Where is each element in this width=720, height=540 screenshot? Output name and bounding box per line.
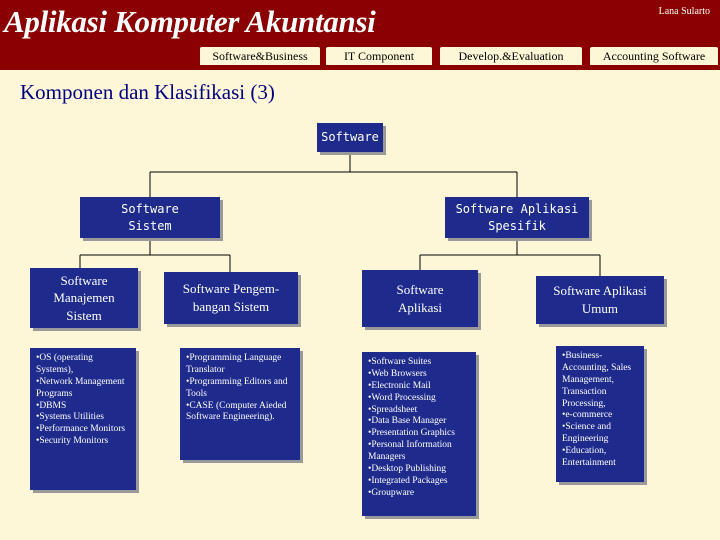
- node-software-aplikasi-umum: [536, 276, 664, 324]
- node-software-aplikasi: [362, 270, 478, 327]
- node-software-sistem-label: Software Sistem: [121, 202, 179, 233]
- list-item: •OS (operating Systems),: [36, 353, 93, 375]
- list-item: •Business-Accounting, Sales Management, Transaction Processing,: [562, 351, 632, 409]
- list-item: •Spreadsheet: [368, 404, 418, 415]
- slide-title: Komponen dan Klasifikasi (3): [20, 80, 275, 104]
- list-item: •Desktop Publishing: [368, 463, 447, 474]
- node-software-aplikasi-umum-label: Software Aplikasi Umum: [553, 283, 647, 316]
- list-item: •e-commerce: [562, 410, 613, 421]
- list-item: •Groupware: [368, 487, 415, 498]
- node-software-pengembangan-sistem: [164, 272, 298, 324]
- node-software-sistem: [80, 197, 220, 238]
- list-item: •CASE (Computer Aieded Software Engineering).: [186, 400, 287, 423]
- node-software-aplikasi-spesifik-label: Software Aplikasi Spesifik: [455, 202, 579, 233]
- list-item: •Network Management Programs: [36, 376, 125, 399]
- list-item: •Programming Language Translator: [186, 353, 282, 375]
- list-item: •Web Browsers: [368, 368, 427, 379]
- tab-software-business[interactable]: Software&Business: [200, 47, 320, 65]
- list-item: •Personal Information Managers: [368, 440, 452, 462]
- list-item: •Programming Editors and Tools: [186, 376, 288, 399]
- list-app-general: [556, 346, 644, 482]
- list-item: •Education, Entertainment: [562, 446, 616, 468]
- list-item: •Electronic Mail: [368, 380, 431, 391]
- list-item: •DBMS: [36, 400, 67, 411]
- node-software-manajemen-sistem: [30, 268, 138, 328]
- list-item: •Performance Monitors: [36, 424, 126, 435]
- node-software-pengembangan-sistem-label: Software Pengem- bangan Sistem: [182, 281, 280, 314]
- list-item: •Security Monitors: [36, 436, 109, 447]
- list-app-apps: [362, 352, 476, 516]
- list-item: •Integrated Packages: [368, 475, 448, 486]
- list-sys-mgmt: [30, 348, 136, 490]
- list-item: •Systems Utilities: [36, 412, 104, 423]
- list-item: •Presentation Graphics: [368, 428, 455, 439]
- list-item: •Software Suites: [368, 357, 432, 367]
- author-name: Lana Sularto: [658, 6, 710, 17]
- tab-it-component[interactable]: IT Component: [326, 47, 432, 65]
- node-software-aplikasi-label: Software Aplikasi: [396, 281, 444, 315]
- app-title: Aplikasi Komputer Akuntansi: [4, 4, 376, 39]
- tab-develop-evaluation[interactable]: Develop.&Evaluation: [440, 47, 582, 65]
- node-software-manajemen-sistem-label: Software Manajemen Sistem: [53, 272, 115, 323]
- node-software: [317, 123, 383, 152]
- node-software-aplikasi-spesifik: [445, 197, 589, 238]
- list-item: •Data Base Manager: [368, 416, 447, 427]
- node-software-label: Software: [321, 130, 379, 145]
- list-item: •Science and Engineering: [562, 422, 611, 445]
- list-item: •Word Processing: [368, 392, 436, 403]
- tab-accounting-software[interactable]: Accounting Software: [590, 47, 718, 65]
- list-sys-dev: [180, 348, 300, 460]
